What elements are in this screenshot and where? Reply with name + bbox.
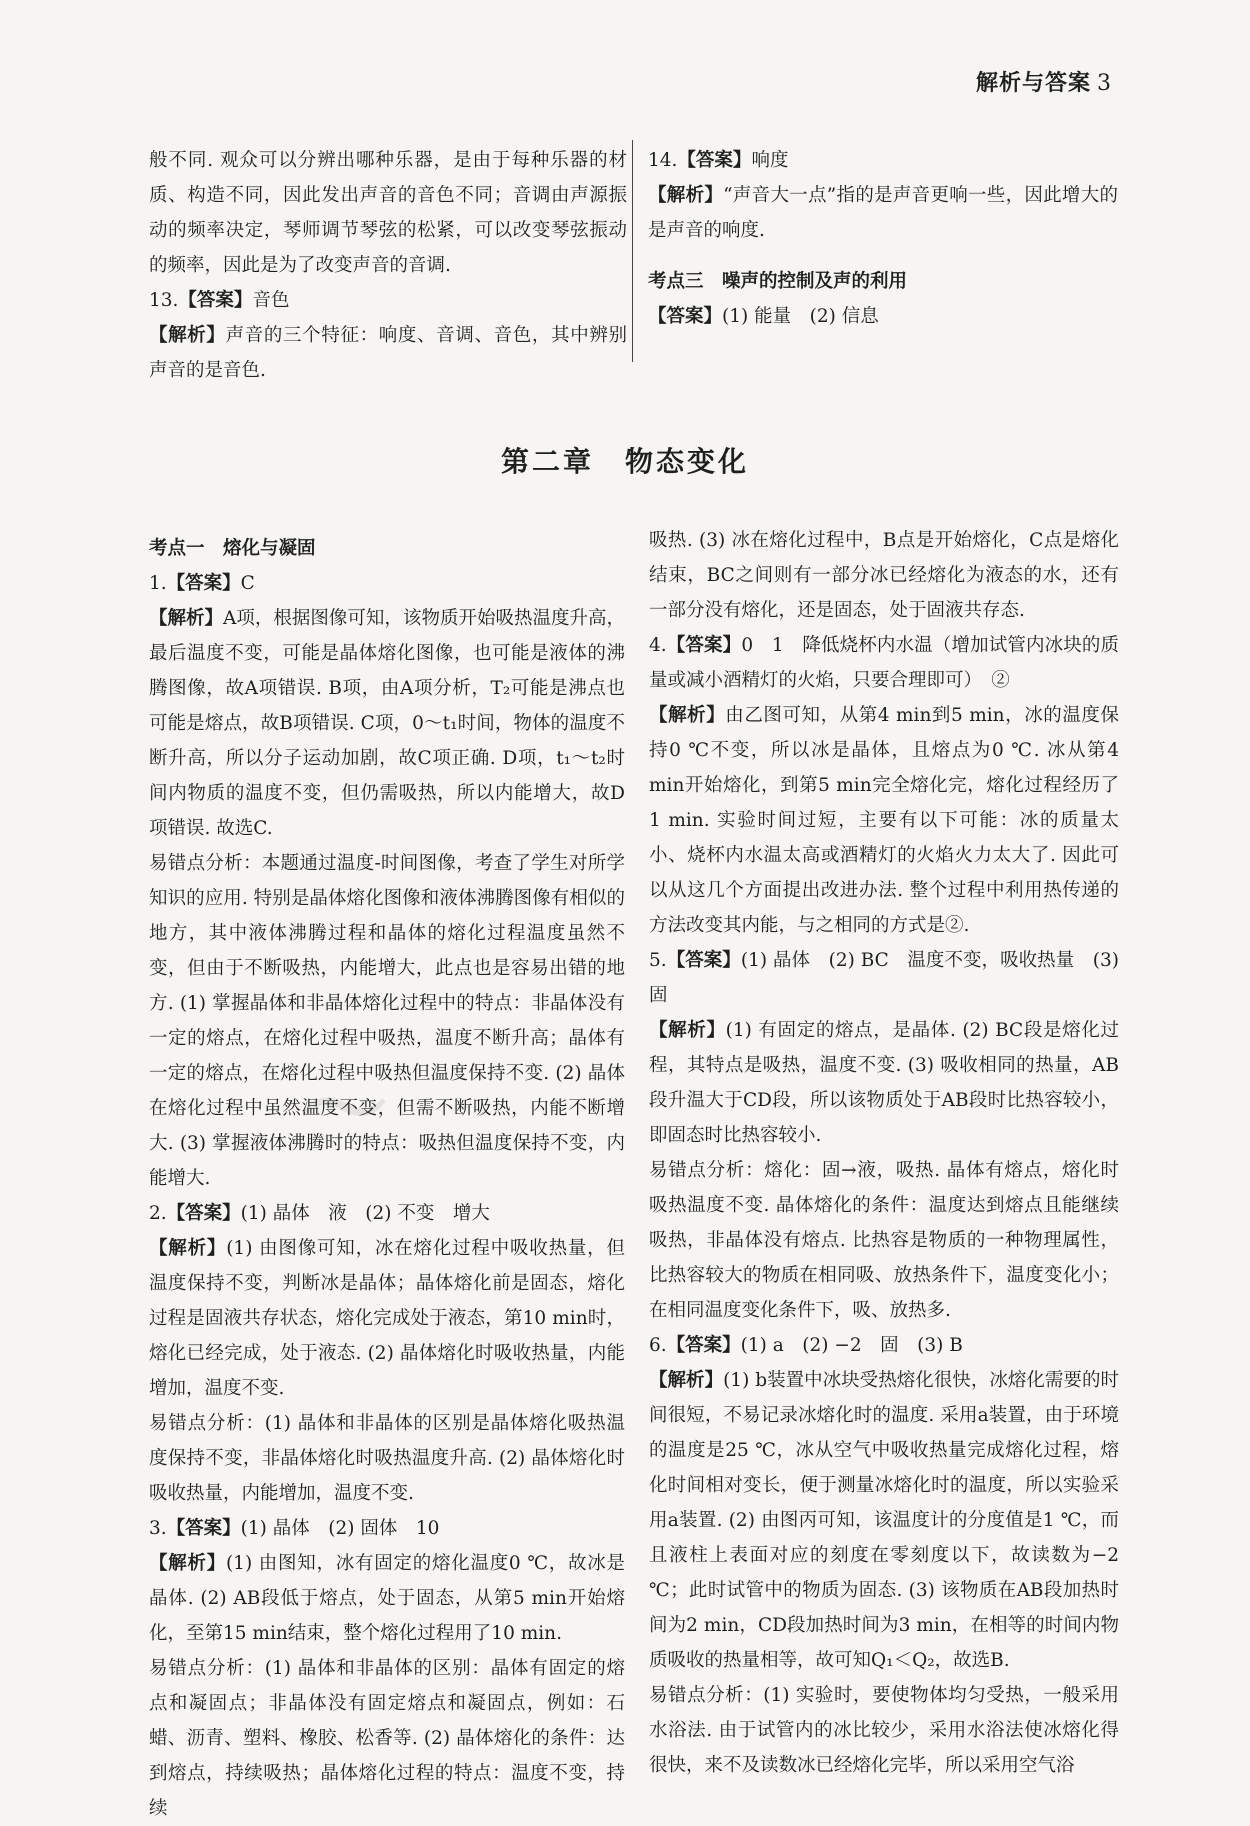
answer-line	[149, 566, 625, 601]
paragraph: 易错点分析：(1) 晶体和非晶体的区别：晶体有固定的熔点和凝固点；非晶体没有固定熔点和凝固点，例如：石蜡、沥青、塑料、橡胶、松香等. (2) 晶体熔化的条件：达到熔点，持续吸热；晶体熔化过程的特点：温度不变，持续	[149, 1658, 625, 1819]
label-content: 0 1 降低烧杯内水温（增加试管内冰块的质量或减小酒精灯的火焰，只要合理即可） ②	[649, 635, 1119, 691]
label-content: A项，根据图像可知，该物质开始吸热温度升高，最后温度不变，可能是晶体熔化图像，也可能是液体的沸腾图像，故A项错误. B项，由A项分析，T₂可能是沸点也可能是熔点，故B项错误. C项，0～t₁时间，物体的温度不断升高，所以分子运动加剧，故C项正确. D项，t₁～t₂时间内物质的温度不变，但仍需吸热，所以内能增大，故D项错误. 故选C.	[149, 608, 625, 839]
bottom-left-column	[149, 523, 625, 1826]
page-header	[976, 66, 1112, 97]
answer-line	[149, 283, 627, 318]
label-content: C	[240, 573, 255, 594]
paragraph: 易错点分析：本题通过温度-时间图像，考查了学生对所学知识的应用. 特别是晶体熔化图像和液体沸腾图像有相似的地方，其中液体沸腾过程和晶体的熔化过程温度虽然不变，但由于不断吸热，内能增大，此点也是容易出错的地方. (1) 掌握晶体和非晶体熔化过程中的特点：非晶体没有一定的熔点，在熔化过程中吸热，温度不断升高；晶体有一定的熔点，在熔化过程中吸热但温度保持不变. (2) 晶体在熔化过程中虽然温度不变，但需不断吸热，内能不断增大. (3) 掌握液体沸腾时的特点：吸热但温度保持不变，内能增大.	[149, 853, 625, 1189]
top-right-column	[648, 143, 1118, 334]
label-tag: 【答案】	[166, 573, 241, 594]
label-content: 由乙图可知，从第4 min到5 min，冰的温度保持0 ℃不变，所以冰是晶体，且熔点为0 ℃. 冰从第4 min开始熔化，到第5 min完全熔化完，熔化过程经历了1 min. 实验时间过短，主要有以下可能：冰的质量太小、烧杯内水温太高或酒精灯的火焰火力太大了. 因此可以从这几个方面提出改进办法. 整个过程中利用热传递的方法改变其内能，与之相同的方式是②.	[649, 705, 1119, 936]
question-number: 5.	[649, 950, 667, 971]
section-heading: 考点一 熔化与凝固	[149, 538, 316, 559]
paragraph: 易错点分析：(1) 实验时，要使物体均匀受热，一般采用水浴法. 由于试管内的冰比较少，采用水浴法使冰熔化得很快，来不及读数冰已经熔化完毕，所以采用空气浴	[649, 1685, 1119, 1776]
question-number: 3.	[149, 1518, 167, 1539]
analysis-paragraph	[149, 318, 627, 388]
top-left-column	[149, 143, 627, 388]
question-number: 6.	[649, 1335, 667, 1356]
label-tag: 【解析】	[648, 185, 724, 206]
label-tag: 【答案】	[666, 1335, 741, 1356]
label-content: 声音的三个特征：响度、音调、音色，其中辨别声音的是音色.	[149, 325, 627, 381]
analysis-paragraph	[648, 178, 1118, 248]
label-tag: 【答案】	[178, 290, 253, 311]
analysis-paragraph	[648, 299, 1118, 334]
analysis-paragraph	[649, 1013, 1119, 1153]
analysis-paragraph	[149, 1546, 625, 1651]
label-tag: 【答案】	[166, 1203, 241, 1224]
paragraph: 吸热. (3) 冰在熔化过程中，B点是开始熔化，C点是熔化结束，BC之间则有一部分冰已经熔化为液态的水，还有一部分没有熔化，还是固态，处于固液共存态.	[649, 530, 1119, 621]
answer-line	[149, 1511, 625, 1546]
label-content: (1) 晶体 (2) BC 温度不变，吸收热量 (3) 固	[649, 950, 1119, 1006]
label-tag: 【解析】	[149, 1553, 226, 1574]
label-content: (1) 有固定的熔点，是晶体. (2) BC段是熔化过程，其特点是吸热，温度不变. (3) 吸收相同的热量，AB段升温大于CD段，所以该物质处于AB段时比热容较小，即固态时比热容较小.	[649, 1020, 1119, 1146]
label-tag: 【答案】	[677, 150, 752, 171]
paragraph: 般不同. 观众可以分辨出哪种乐器，是由于每种乐器的材质、构造不同，因此发出声音的音色不同；音调由声源振动的频率决定，琴师调节琴弦的松紧，可以改变琴弦振动的频率，因此是为了改变声音的音调.	[149, 150, 627, 276]
label-content: (1) 由图像可知，冰在熔化过程中吸收热量，但温度保持不变，判断冰是晶体；晶体熔化前是固态，熔化过程是固液共存状态，熔化完成处于液态，第10 min时，熔化已经完成，处于液态. (2) 晶体熔化时吸收热量，内能增加，温度不变.	[149, 1238, 625, 1399]
label-content: (1) 晶体 液 (2) 不变 增大	[240, 1203, 490, 1224]
label-content: (1) 由图知，冰有固定的熔化温度0 ℃，故冰是晶体. (2) AB段低于熔点，处于固态，从第5 min开始熔化，至第15 min结束，整个熔化过程用了10 min.	[149, 1553, 625, 1644]
label-tag: 【解析】	[649, 1370, 724, 1391]
label-content: (1) a (2) −2 固 (3) B	[740, 1335, 963, 1356]
label-tag: 【答案】	[166, 1518, 241, 1539]
answer-line	[648, 143, 1118, 178]
label-content: (1) b装置中冰块受热熔化很快，冰熔化需要的时间很短，不易记录冰熔化时的温度. 采用a装置，由于环境的温度是25 ℃，冰从空气中吸收热量完成熔化过程，熔化时间相对变长，便于测量冰熔化时的温度，所以实验采用a装置. (2) 由图丙可知，该温度计的分度值是1 ℃，而且液柱上表面对应的刻度在零刻度以下，故读数为−2 ℃；此时试管中的物质为固态. (3) 该物质在AB段加热时间为2 min，CD段加热时间为3 min，在相等的时间内物质吸收的热量相等，故可知Q₁＜Q₂，故选B.	[649, 1370, 1119, 1671]
answer-line	[649, 628, 1119, 698]
answer-line	[649, 943, 1119, 1013]
question-number: 14.	[648, 150, 678, 171]
label-tag: 【解析】	[149, 325, 226, 346]
label-tag: 【解析】	[649, 1020, 726, 1041]
label-content: 音色	[252, 290, 290, 311]
section-heading: 考点三 噪声的控制及声的利用	[648, 271, 908, 292]
label-tag: 【答案】	[666, 635, 742, 656]
analysis-paragraph	[649, 1363, 1119, 1678]
label-tag: 【答案】	[648, 306, 723, 327]
question-number: 1.	[149, 573, 167, 594]
analysis-paragraph	[149, 1231, 625, 1406]
question-number: 2.	[149, 1203, 167, 1224]
watermark: 〜	[298, 1056, 401, 1163]
answer-line	[149, 1196, 625, 1231]
label-tag: 【解析】	[149, 608, 224, 629]
label-content: 响度	[751, 150, 789, 171]
bottom-right-column	[649, 523, 1119, 1783]
page-number: 3	[1097, 71, 1112, 96]
label-content: “声音大一点”指的是声音更响一些，因此增大的是声音的响度.	[648, 185, 1118, 241]
label-tag: 【解析】	[149, 1238, 227, 1259]
analysis-paragraph	[149, 601, 625, 846]
label-tag: 【答案】	[666, 950, 741, 971]
label-content: (1) 晶体 (2) 固体 10	[240, 1518, 440, 1539]
chapter-title: 第二章 物态变化	[500, 445, 749, 478]
label-content: (1) 能量 (2) 信息	[722, 306, 879, 327]
analysis-paragraph	[649, 698, 1119, 943]
answer-line	[649, 1328, 1119, 1363]
paragraph: 易错点分析：(1) 晶体和非晶体的区别是晶体熔化吸热温度保持不变，非晶体熔化时吸热温度升高. (2) 晶体熔化时吸收热量，内能增加，温度不变.	[149, 1413, 625, 1504]
paragraph: 易错点分析：熔化：固→液，吸热. 晶体有熔点，熔化时吸热温度不变. 晶体熔化的条件：温度达到熔点且能继续吸热，非晶体没有熔点. 比热容是物质的一种物理属性，比热容较大的物质在相同吸、放热条件下，温度变化小；在相同温度变化条件下，吸、放热多.	[649, 1160, 1119, 1321]
label-tag: 【解析】	[649, 705, 726, 726]
column-divider	[632, 140, 633, 362]
question-number: 13.	[149, 290, 179, 311]
header-title: 解析与答案	[975, 71, 1091, 96]
question-number: 4.	[649, 635, 667, 656]
